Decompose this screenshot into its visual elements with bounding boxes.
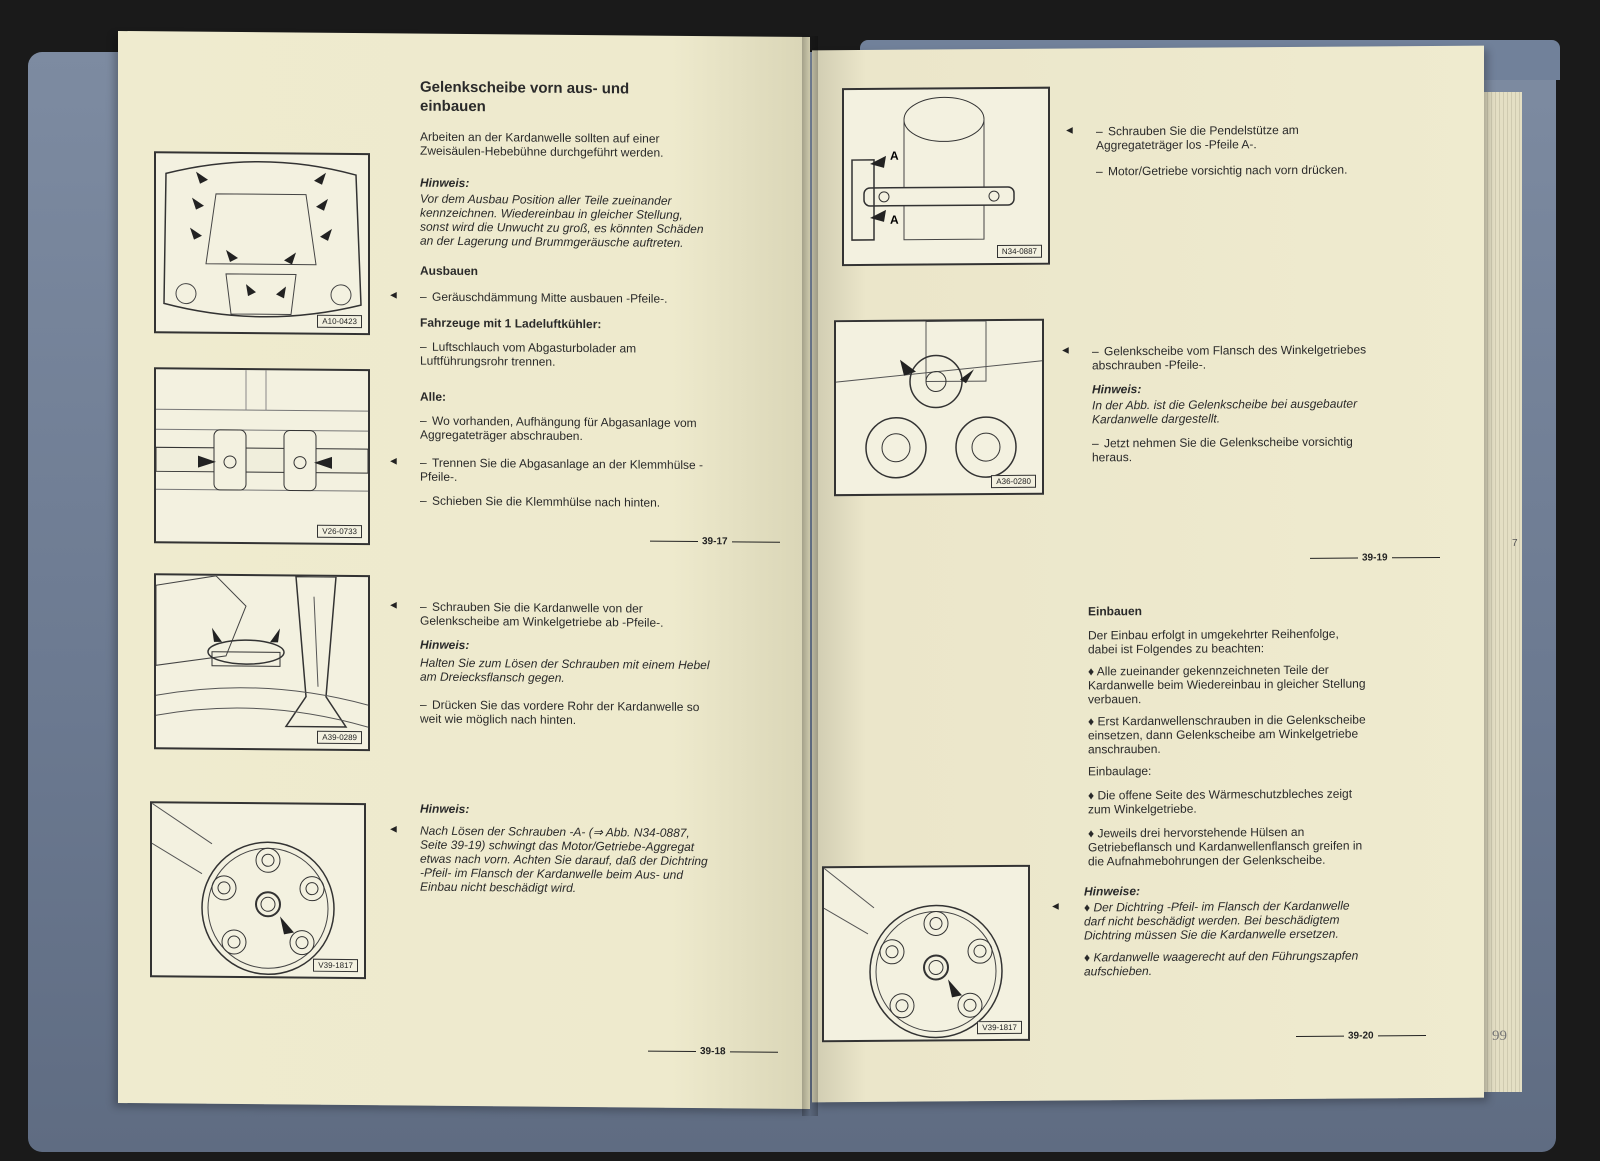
hinweis-label: Hinweis: — [1092, 382, 1142, 397]
figure-pendulum-support — [842, 87, 1050, 266]
step-item: – Jetzt nehmen Sie die Gelenkscheibe vorsichtig heraus. — [1092, 434, 1353, 465]
edge-page-number: 99 — [1492, 1028, 1507, 1044]
pointer-icon: ◄ — [388, 455, 399, 468]
hinweis-text: Halten Sie zum Lösen der Schrauben mit einem Hebel am Dreiecksflansch gegen. — [420, 655, 710, 685]
hinweis-text: In der Abb. ist die Gelenkscheibe bei ausgebauter Kardanwelle dargestellt. — [1092, 396, 1358, 427]
bullet-item: ♦ Erst Kardanwellenschrauben in die Gelenkscheibe einsetzen, dann Gelenkscheibe am Winkelgetriebe anschrauben. — [1088, 712, 1366, 757]
pointer-icon: ◄ — [388, 289, 399, 302]
page-title: Gelenkscheibe vorn aus- und einbauen — [420, 78, 630, 116]
flange-illustration — [836, 321, 1042, 494]
bullet-item: ♦ Kardanwelle waagerecht auf den Führungszapfen aufschieben. — [1084, 948, 1359, 979]
step-item: – Drücken Sie das vordere Rohr der Kardanwelle so weit wie möglich nach hinten. — [420, 697, 700, 727]
step-item: – Wo vorhanden, Aufhängung für Abgasanlage vom Aggregateträger abschrauben. — [420, 413, 697, 444]
figure-code: A10-0423 — [317, 315, 362, 328]
figure-code: V26-0733 — [317, 525, 362, 538]
intro-text: Arbeiten an der Kardanwelle sollten auf einer Zweisäulen-Hebebühne durchgeführt werden. — [420, 129, 664, 160]
figure-code: V39-1817 — [977, 1021, 1022, 1034]
step-item: – Luftschlauch vom Abgasturbolader am Luftführungsrohr trennen. — [420, 339, 637, 369]
ausbauen-heading: Ausbauen — [420, 263, 479, 279]
hinweis-label: Hinweis: — [420, 801, 470, 817]
pointer-icon: ◄ — [1060, 344, 1071, 357]
hinweis-label: Hinweis: — [420, 637, 470, 653]
gearbox-illustration — [156, 575, 368, 749]
right-page — [812, 46, 1484, 1103]
joint-disc-illustration — [824, 867, 1028, 1040]
bullet-item: ♦ Jeweils drei hervorstehende Hülsen an Getriebeflansch und Kardanwellenflansch greifen in die Aufnahmebohrungen der Gelenkscheibe. — [1088, 824, 1363, 869]
step-item: – Schrauben Sie die Pendelstütze am Aggregateträger los -Pfeile A-. — [1096, 122, 1299, 153]
step-item: – Geräuschdämmung Mitte ausbauen -Pfeile-. — [420, 289, 668, 306]
hinweise-label: Hinweise: — [1084, 884, 1141, 899]
label-a: A — [890, 148, 899, 163]
einbauen-heading: Einbauen — [1088, 604, 1143, 619]
figure-joint-disc — [150, 801, 366, 979]
step-item: – Trennen Sie die Abgasanlage an der Klemmhülse -Pfeile-. — [420, 455, 704, 484]
bullet-item: ♦ Alle zueinander gekennzeichneten Teile der Kardanwelle beim Wiedereinbau in gleicher Stellung verbauen. — [1088, 662, 1366, 707]
figure-code: N34-0887 — [997, 245, 1042, 258]
page-number: 39-17 — [646, 536, 784, 548]
figure-code: A39-0289 — [317, 731, 362, 744]
label-a: A — [890, 212, 899, 227]
step-item: – Gelenkscheibe vom Flansch des Winkelgetriebes abschrauben -Pfeile-. — [1092, 342, 1367, 373]
pointer-icon: ◄ — [1050, 900, 1061, 913]
fahrzeuge-heading: Fahrzeuge mit 1 Ladeluftkühler: — [420, 315, 602, 332]
pointer-icon: ◄ — [388, 823, 399, 836]
pendulum-support-illustration — [844, 89, 1048, 264]
figure-underbody — [154, 151, 370, 335]
bullet-item: ♦ Der Dichtring -Pfeil- im Flansch der Kardanwelle darf nicht beschädigt werden. Bei beschädigtem Dichtring müssen Sie die Kardanwelle ersetzen. — [1084, 898, 1350, 943]
page-number: 39-18 — [644, 1046, 782, 1058]
pointer-icon: ◄ — [388, 599, 399, 612]
step-item: – Schrauben Sie die Kardanwelle von der Gelenkscheibe am Winkelgetriebe ab -Pfeile-. — [420, 599, 664, 630]
joint-disc-illustration — [152, 803, 364, 977]
einbau-intro: Der Einbau erfolgt in umgekehrter Reihenfolge, dabei ist Folgendes zu beachten: — [1088, 626, 1339, 657]
book-spine — [802, 36, 818, 1116]
clamp-illustration — [156, 369, 368, 543]
bullet-item: ♦ Die offene Seite des Wärmeschutzbleches zeigt zum Winkelgetriebe. — [1088, 786, 1353, 817]
step-item: – Schieben Sie die Klemmhülse nach hinten. — [420, 493, 661, 510]
figure-gearbox — [154, 573, 370, 751]
edge-mark: 7 — [1512, 538, 1518, 549]
alle-heading: Alle: — [420, 389, 447, 404]
figure-joint-disc-right — [822, 865, 1030, 1042]
left-page — [118, 31, 810, 1109]
hinweis-text: Nach Lösen der Schrauben -A- (⇒ Abb. N34-0887, Seite 39-19) schwingt das Motor/Getriebe-Aggregat etwas nach vorn. Achten Sie darauf, daß der Dichtring -Pfeil- im Flansch der Kardanwelle beim Aus- und Einbau nicht beschädigt wird. — [420, 823, 708, 895]
hinweis-label: Hinweis: — [420, 175, 470, 191]
underbody-illustration — [156, 153, 368, 333]
figure-clamp — [154, 367, 370, 545]
page-number: 39-20 — [1292, 1030, 1430, 1042]
figure-code: V39-1817 — [313, 959, 358, 972]
hinweis-text: Vor dem Ausbau Position aller Teile zueinander kennzeichnen. Wiedereinbau in gleicher Stellung, sonst wird die Unwucht zu groß, es könnten Schäden an der Lagerung und Brummgeräusche auftreten. — [420, 191, 704, 250]
page-stack-edge — [1484, 92, 1522, 1092]
figure-code: A36-0280 — [991, 475, 1036, 488]
figure-flange — [834, 319, 1044, 496]
einbaulage-label: Einbaulage: — [1088, 763, 1152, 779]
step-item: – Motor/Getriebe vorsichtig nach vorn drücken. — [1096, 162, 1348, 179]
page-number: 39-19 — [1306, 552, 1444, 564]
pointer-icon: ◄ — [1064, 124, 1075, 137]
